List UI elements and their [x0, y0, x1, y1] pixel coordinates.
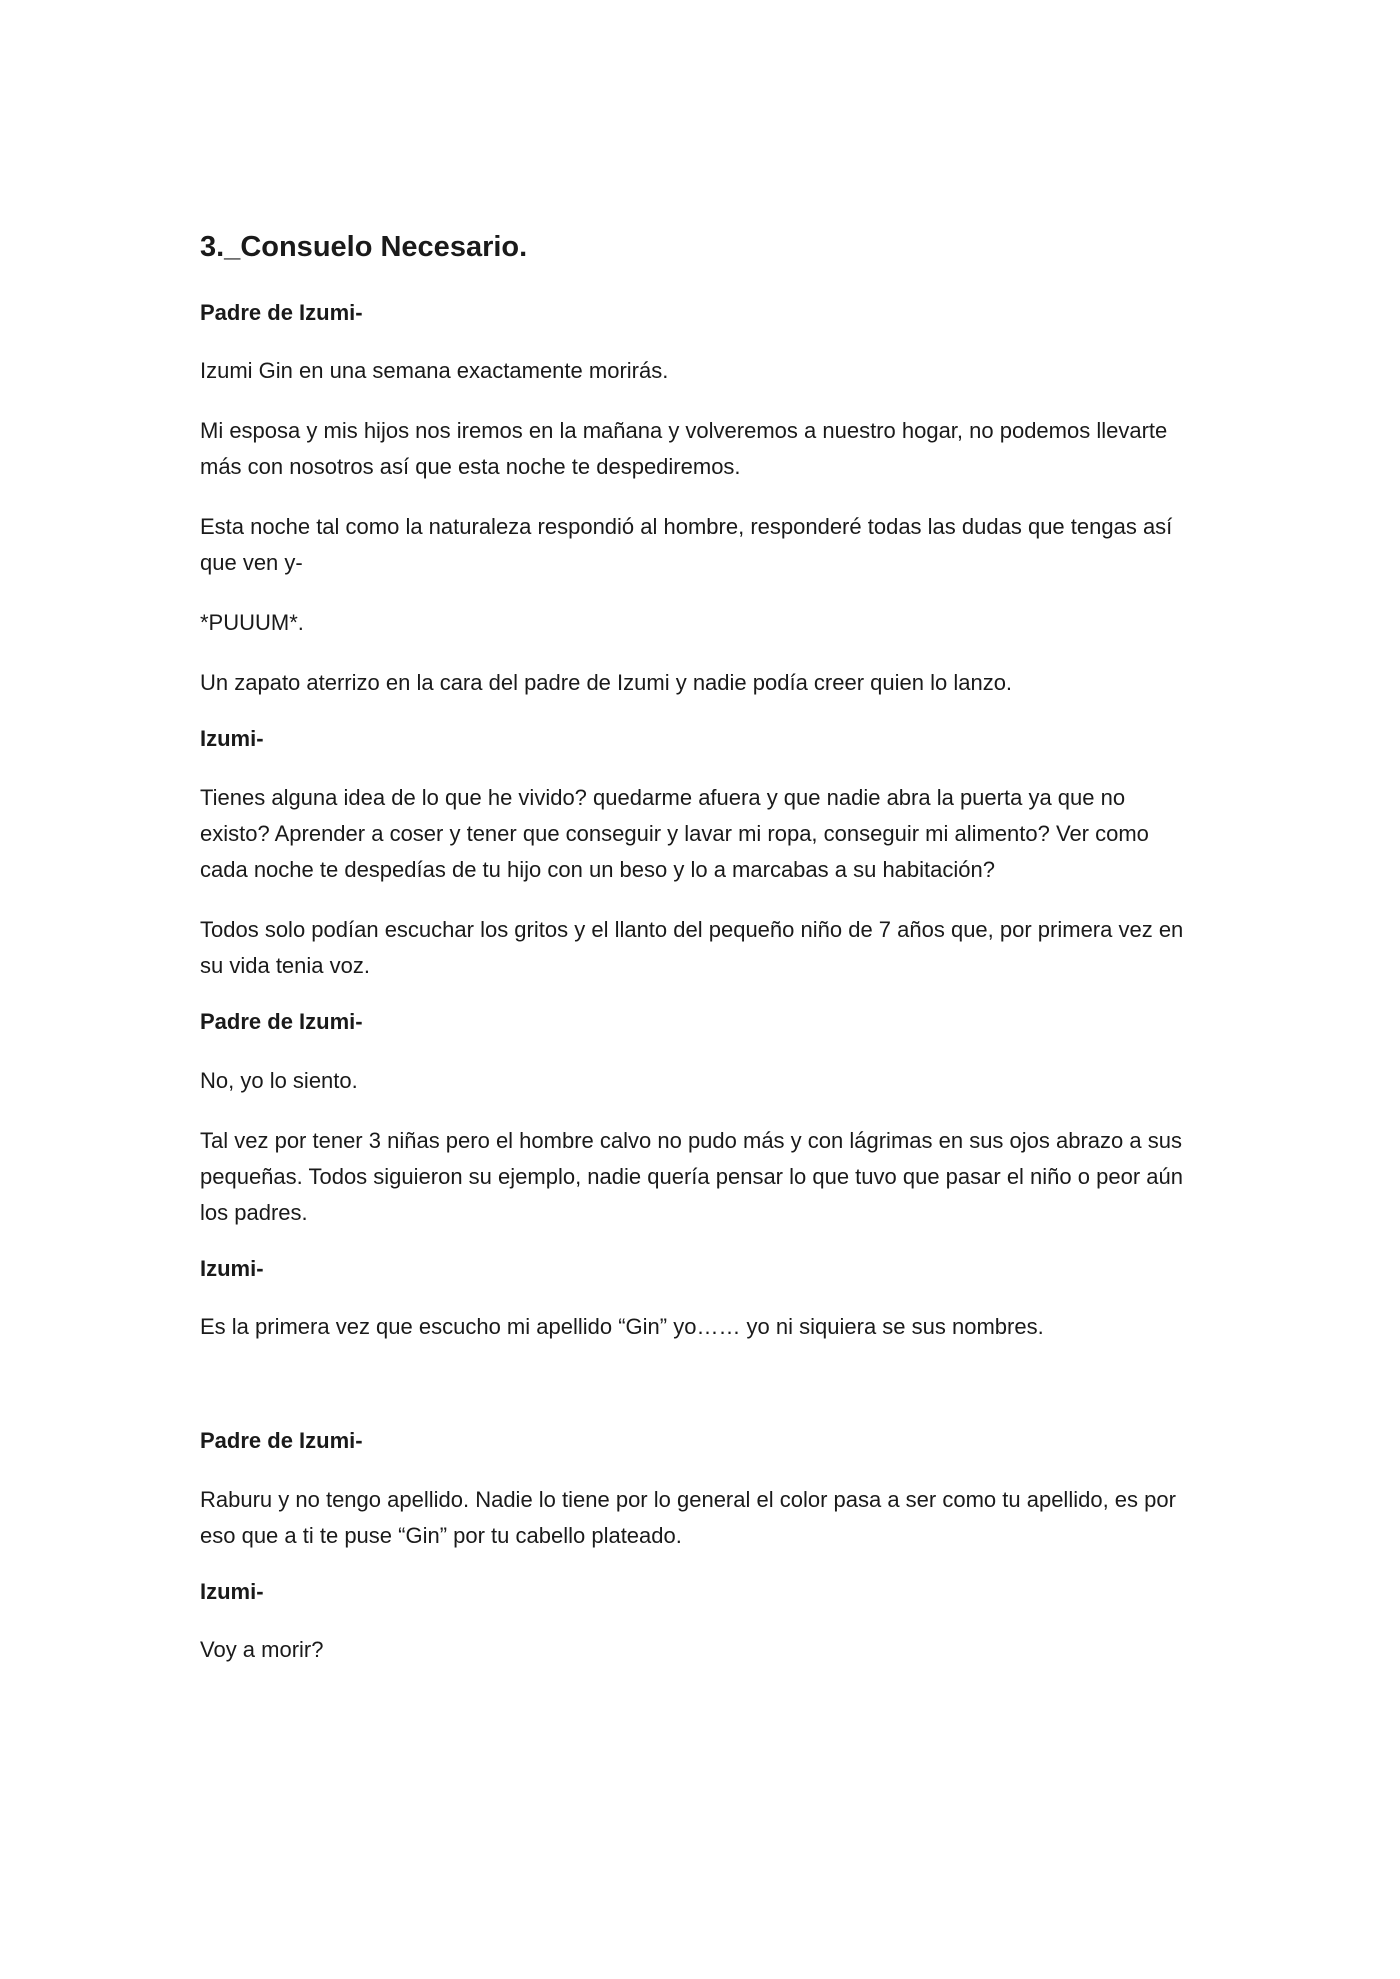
speaker-label: Izumi- [200, 1578, 264, 1604]
speaker-label: Izumi- [200, 1255, 264, 1281]
paragraph: Izumi Gin en una semana exactamente morirás. [200, 358, 669, 384]
paragraph: Raburu y no tengo apellido. Nadie lo tiene por lo general el color pasa a ser como tu apellido, es por eso que a ti te puse “Gin” por tu cabello plateado. [200, 1486, 1176, 1548]
blank-spacer [200, 1369, 1200, 1427]
speaker-label: Padre de Izumi- [200, 299, 363, 325]
paragraph: No, yo lo siento. [200, 1067, 358, 1093]
paragraph: Todos solo podían escuchar los gritos y el llanto del pequeño niño de 7 años que, por primera vez en su vida tenia voz. [200, 916, 1184, 978]
paragraph: Mi esposa y mis hijos nos iremos en la mañana y volveremos a nuestro hogar, no podemos llevarte más con nosotros así que esta noche te despediremos. [200, 418, 1168, 480]
paragraph: Es la primera vez que escucho mi apellido “Gin” yo…… yo ni siquiera se sus nombres. [200, 1314, 1044, 1340]
speaker-label: Padre de Izumi- [200, 1428, 363, 1454]
chapter-title: 3._Consuelo Necesario. [200, 231, 528, 263]
speaker-label: Padre de Izumi- [200, 1008, 363, 1034]
paragraph: Tienes alguna idea de lo que he vivido? quedarme afuera y que nadie abra la puerta ya que no existo? Aprender a coser y tener que conseguir y lavar mi ropa, conseguir mi alimento? Ver como cada noche te despedías de tu hijo con un beso y lo a marcabas a su habitación? [200, 784, 1149, 882]
paragraph: *PUUUM*. [200, 610, 304, 636]
paragraph: Voy a morir? [200, 1637, 324, 1663]
paragraph: Esta noche tal como la naturaleza respondió al hombre, responderé todas las dudas que tengas así que ven y- [200, 514, 1173, 576]
speaker-label: Izumi- [200, 726, 264, 752]
document-body [200, 230, 1200, 1692]
paragraph: Un zapato aterrizo en la cara del padre de Izumi y nadie podía creer quien lo lanzo. [200, 670, 1013, 696]
paragraph: Tal vez por tener 3 niñas pero el hombre calvo no pudo más y con lágrimas en sus ojos abrazo a sus pequeñas. Todos siguieron su ejemplo, nadie quería pensar lo que tuvo que pasar el niño o peor aún los padres. [200, 1127, 1183, 1225]
